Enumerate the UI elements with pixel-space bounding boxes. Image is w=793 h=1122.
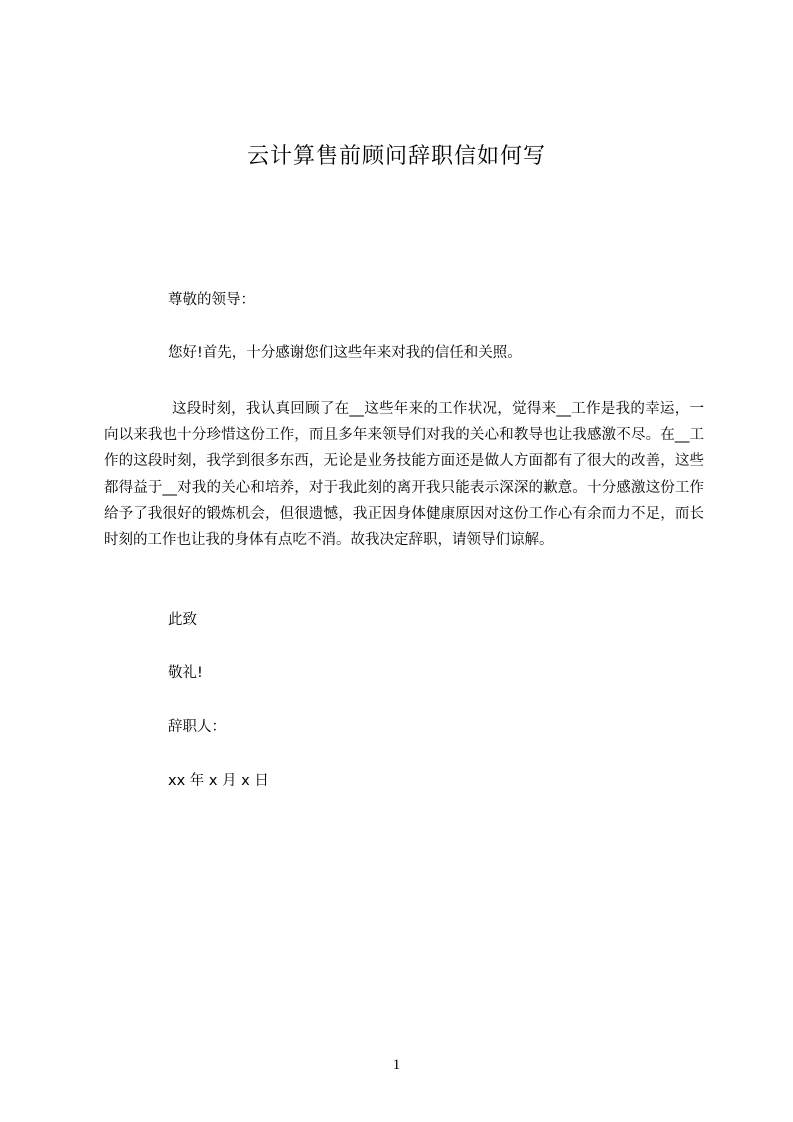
greeting-paragraph: 您好!首先，十分感谢您们这些年来对我的信任和关照。 [168,345,522,361]
signature-label: 辞职人： [168,719,226,735]
body-paragraph: 这段时刻，我认真回顾了在__这些年来的工作状况，觉得来__工作是我的幸运，一向以来我也十分珍惜这份工作，而且多年来领导们对我的关心和教导也让我感激不尽。在__工作的这段时刻，我学到很多东西，无论是业务技能方面还是做人方面都有了很大的改善，这些都得益于__对我的关心和培养，对于我此刻的离开我只能表示深深的歉意。十分感激这份工作给予了我很好的锻炼机会，但很遗憾，我正因身体健康原因对这份工作心有余而力不足，而长时刻的工作也让我的身体有点吃不消。故我决定辞职，请领导们谅解。 [104,401,704,549]
closing-line: 此致 [168,612,197,628]
page-number: 1 [392,1057,401,1073]
salutation: 尊敬的领导： [168,292,255,308]
date-line: xx 年 x 月 x 日 [168,773,269,789]
document-title: 云计算售前顾问辞职信如何写 [246,144,546,169]
closing-salute: 敬礼! [168,665,203,681]
